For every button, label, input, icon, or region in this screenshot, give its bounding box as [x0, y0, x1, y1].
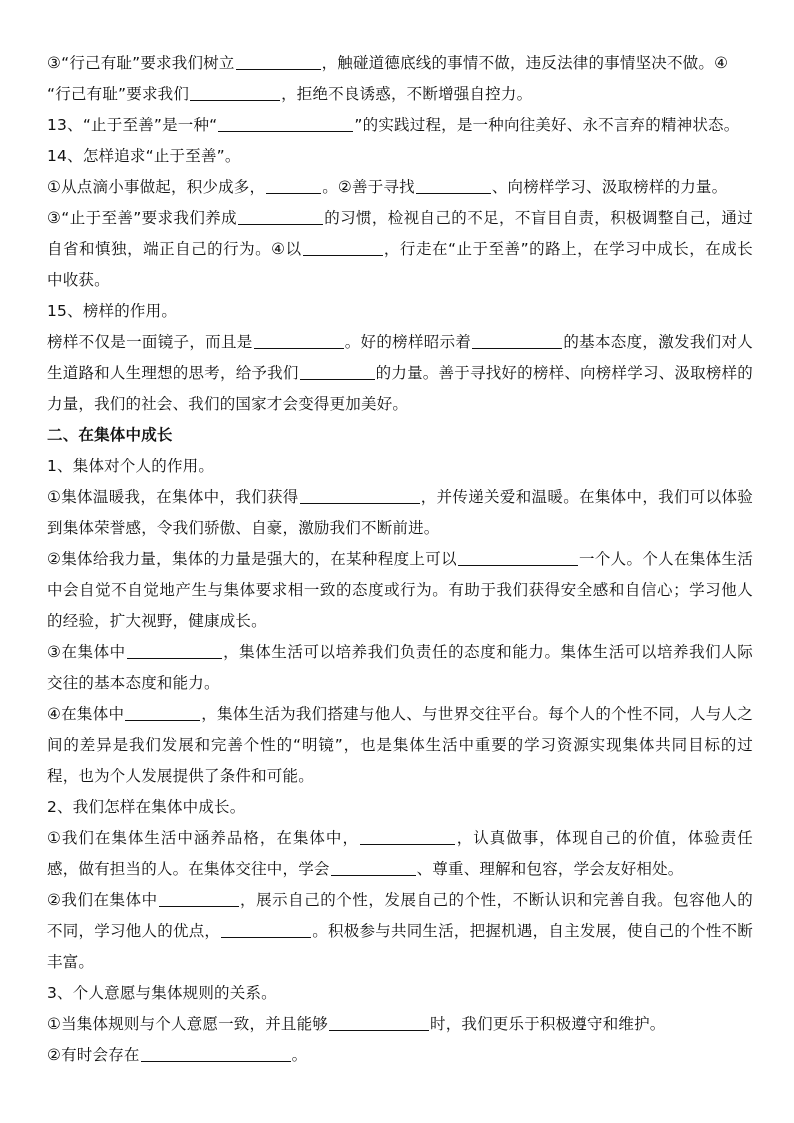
subsection-2-item-2 — [47, 885, 753, 978]
subsection-3-item-2 — [47, 1040, 753, 1071]
text: ③“行己有耻”要求我们树立 — [47, 54, 235, 72]
section-title: 二、在集体中成长 — [47, 426, 173, 444]
text: 的习惯，检视自己的不足，不盲目自责，积极调整自己，通过自省和慎独，端正自己的行为。④以 — [47, 209, 754, 258]
fill-blank[interactable] — [218, 113, 353, 132]
fill-blank[interactable] — [159, 888, 239, 907]
text: ，触碰道德底线的事情不做，违反法律的事情坚决不做。④ — [321, 54, 729, 72]
subsection-2-item-1 — [47, 823, 753, 885]
fill-blank[interactable] — [458, 547, 578, 566]
paragraph-xingji — [47, 48, 753, 110]
text: 。 — [291, 1046, 308, 1064]
text: ”的实践过程，是一种向往美好、永不言弃的精神状态。 — [354, 116, 740, 134]
question-14-title — [47, 141, 753, 172]
subsection-2-title — [47, 792, 753, 823]
text: ③在集体中 — [47, 643, 126, 661]
text: ，集体生活可以培养我们负责任的态度和能力。集体生活可以培养我们人际交往的基本态度和能力。 — [47, 643, 753, 692]
text: 的基本态度，激发我们对人生道路和人生理想的思考，给予我们 — [47, 333, 754, 382]
question-title: 14、怎样追求“止于至善”。 — [47, 147, 241, 165]
text: ，集体生活为我们搭建与他人、与世界交往平台。每个人的个性不同，人与人之间的差异是我们发展和完善个性的“明镜”，也是集体生活中重要的学习资源实现集体共同目标的过程，也为个人发展提供了条件和可能。 — [47, 705, 753, 785]
fill-blank[interactable] — [127, 640, 222, 659]
fill-blank[interactable] — [329, 1012, 429, 1031]
subsection-3-item-1 — [47, 1009, 753, 1040]
fill-blank[interactable] — [472, 330, 562, 349]
fill-blank[interactable] — [303, 237, 383, 256]
fill-blank[interactable] — [266, 175, 321, 194]
text: ，展示自己的个性，发展自己的个性，不断认识和完善自我。包容他人的不同，学习他人的优点， — [47, 891, 754, 940]
text: 时，我们更乐于积极遵守和维护。 — [430, 1015, 666, 1033]
text: 。②善于寻找 — [322, 178, 415, 196]
subsection-1-item-2 — [47, 544, 753, 637]
subsection-1-item-1 — [47, 482, 753, 544]
question-14-item-3 — [47, 203, 753, 296]
text: ①从点滴小事做起，积少成多， — [47, 178, 266, 196]
question-title: 2、我们怎样在集体中成长。 — [47, 798, 246, 816]
text: 。积极参与共同生活，把握机遇，自主发展，使自己的个性不断丰富。 — [47, 922, 754, 971]
fill-blank[interactable] — [331, 857, 416, 876]
text: 、向榜样学习、汲取榜样的力量。 — [491, 178, 728, 196]
text: ②集体给我力量，集体的力量是强大的，在某种程度上可以 — [47, 550, 457, 568]
subsection-1-item-4 — [47, 699, 753, 792]
question-15-title — [47, 296, 753, 327]
text: ②我们在集体中 — [47, 891, 158, 909]
text: ①我们在集体生活中涵养品格，在集体中， — [47, 829, 359, 847]
fill-blank[interactable] — [360, 826, 455, 845]
fill-blank[interactable] — [190, 82, 280, 101]
subsection-1-title — [47, 451, 753, 482]
text: 、尊重、理解和包容，学会友好相处。 — [416, 860, 684, 878]
text: 13、“止于至善”是一种“ — [47, 116, 218, 134]
text: ①集体温暖我，在集体中，我们获得 — [47, 488, 299, 506]
fill-blank[interactable] — [141, 1043, 291, 1062]
text: 一个人。个人在集体生活中会自觉不自觉地产生与集体要求相一致的态度或行为。有助于我们获得安全感和自信心；学习他人的经验，扩大视野，健康成长。 — [47, 550, 754, 630]
text: ④在集体中 — [47, 705, 125, 723]
fill-blank[interactable] — [254, 330, 344, 349]
fill-blank[interactable] — [238, 206, 323, 225]
text: ，认真做事，体现自己的价值，体验责任感，做有担当的人。在集体交往中，学会 — [47, 829, 753, 878]
subsection-1-item-3 — [47, 637, 753, 699]
text: ，行走在“止于至善”的路上，在学习中成长，在成长中收获。 — [47, 240, 753, 289]
text: ，拒绝不良诱惑，不断增强自控力。 — [281, 85, 533, 103]
text: ②有时会存在 — [47, 1046, 140, 1064]
text: ，并传递关爱和温暖。在集体中，我们可以体验到集体荣誉感，令我们骄傲、自豪，激励我们不断前进。 — [47, 488, 753, 537]
text: 榜样不仅是一面镜子，而且是 — [47, 333, 253, 351]
question-13 — [47, 110, 753, 141]
question-title: 15、榜样的作用。 — [47, 302, 178, 320]
question-title: 1、集体对个人的作用。 — [47, 457, 215, 475]
fill-blank[interactable] — [300, 361, 375, 380]
fill-blank[interactable] — [125, 702, 200, 721]
question-title: 3、个人意愿与集体规则的关系。 — [47, 984, 277, 1002]
fill-blank[interactable] — [221, 919, 311, 938]
section-heading — [47, 420, 753, 451]
fill-blank[interactable] — [236, 51, 321, 70]
fill-blank[interactable] — [300, 485, 420, 504]
text: ①当集体规则与个人意愿一致，并且能够 — [47, 1015, 328, 1033]
subsection-3-title — [47, 978, 753, 1009]
text: 的力量。善于寻找好的榜样、向榜样学习、汲取榜样的力量，我们的社会、我们的国家才会变得更加美好。 — [47, 364, 754, 413]
text: ③“止于至善”要求我们养成 — [47, 209, 238, 227]
text: “行己有耻”要求我们 — [47, 85, 190, 103]
question-14-item-1 — [47, 172, 753, 203]
question-15-body — [47, 327, 753, 420]
document-page — [47, 48, 753, 1071]
text: 。好的榜样昭示着 — [344, 333, 472, 351]
fill-blank[interactable] — [416, 175, 491, 194]
